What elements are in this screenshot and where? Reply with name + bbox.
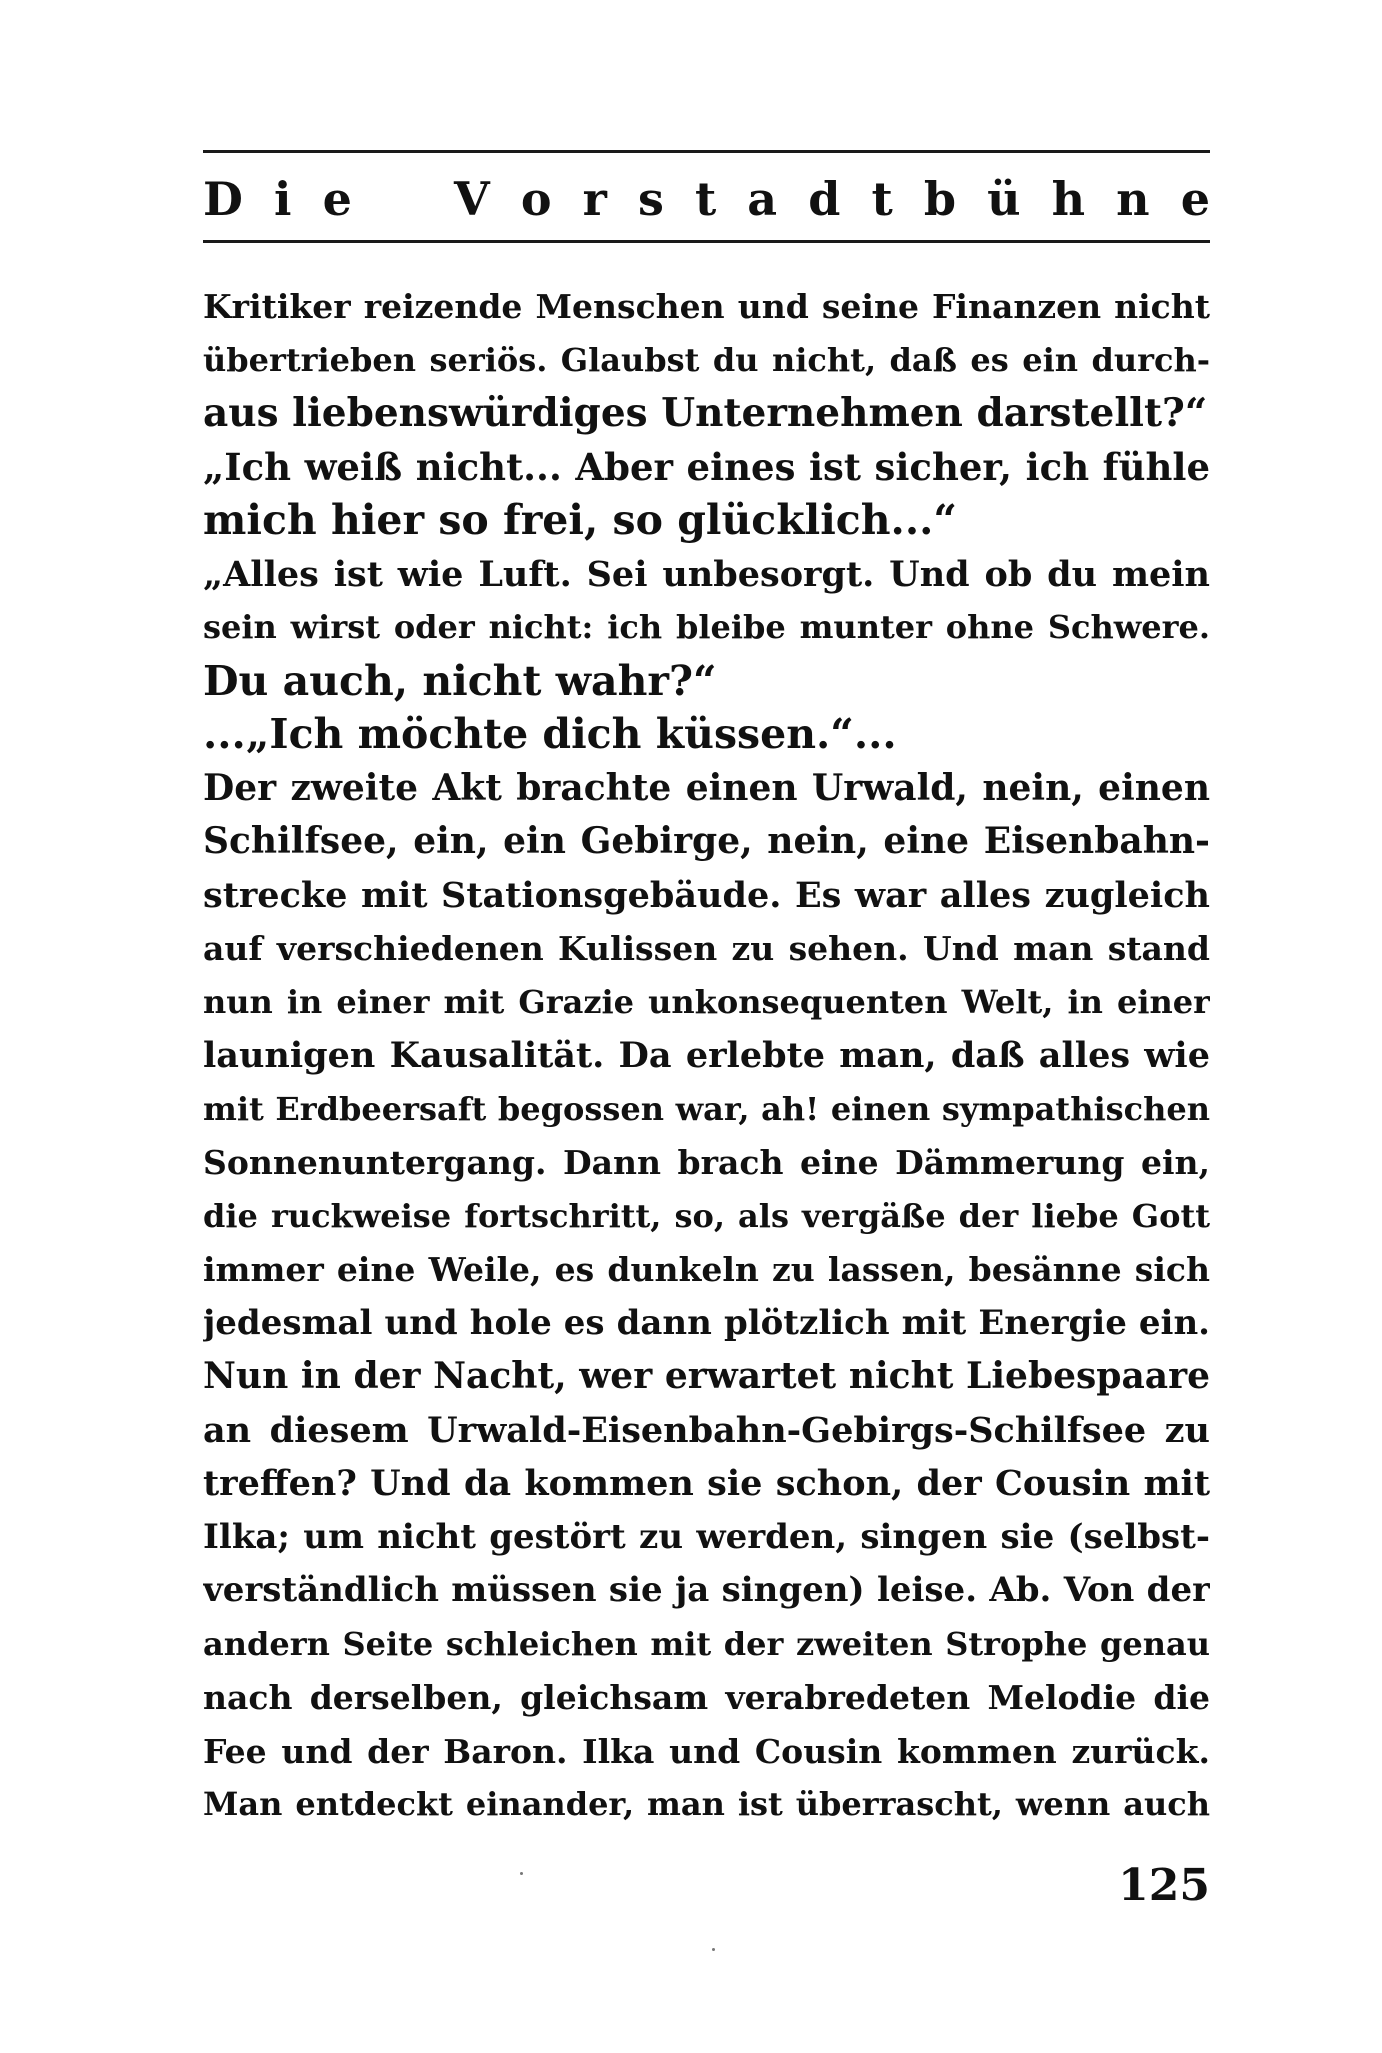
body-text — [203, 280, 1210, 1832]
header-rule-bottom — [203, 240, 1210, 243]
text-line: nun in einer mit Grazie unkonsequenten Welt, in einer — [203, 982, 1210, 1021]
text-line: Man entdeckt einander, man ist überrascht, wenn auch — [203, 1785, 1210, 1823]
text-line: Sonnenuntergang. Dann brach eine Dämmerung ein, — [203, 1143, 1210, 1182]
text-line: die ruckweise fortschritt, so, als vergäße der liebe Gott — [203, 1196, 1210, 1235]
running-head-letter: r — [582, 172, 607, 226]
header-rule-top — [203, 150, 1210, 153]
text-line: Kritiker reizende Menschen und seine Finanzen nicht — [203, 287, 1210, 326]
text-line: übertrieben seriös. Glaubst du nicht, daß es ein durch- — [203, 340, 1210, 379]
text-line: Nun in der Nacht, wer erwartet nicht Liebespaare — [203, 1355, 1210, 1397]
text-line: andern Seite schleichen mit der zweiten Strophe genau — [203, 1624, 1210, 1663]
text-line: „Alles ist wie Luft. Sei unbesorgt. Und ob du mein — [203, 553, 1210, 595]
text-line: Du auch, nicht wahr?“ — [203, 656, 717, 705]
text-line: ...„Ich möchte dich küssen.“... — [203, 710, 897, 758]
running-head-letter: s — [637, 172, 664, 226]
text-line: Ilka; um nicht gestört zu werden, singen sie (selbst- — [203, 1516, 1210, 1557]
text-line: treffen? Und da kommen sie schon, der Cousin mit — [203, 1463, 1210, 1504]
running-head-letter: o — [520, 172, 552, 226]
running-head-letter: h — [1051, 172, 1086, 226]
running-head-letter: e — [1180, 172, 1210, 226]
running-head-letter: b — [923, 172, 956, 226]
text-line: mit Erdbeersaft begossen war, ah! einen sympathischen — [203, 1089, 1210, 1128]
running-head-letter: ü — [987, 172, 1021, 226]
text-line: „Ich weiß nicht... Aber eines ist sicher, ich fühle — [203, 444, 1210, 489]
running-head — [203, 168, 1210, 230]
page-number: 125 — [1118, 1860, 1210, 1911]
paper-speck — [712, 1948, 715, 1951]
running-head-letter: i — [273, 172, 292, 226]
paper-speck — [520, 1872, 523, 1875]
text-line: Der zweite Akt brachte einen Urwald, nein, einen — [203, 766, 1210, 809]
text-line: mich hier so frei, so glücklich...“ — [203, 496, 957, 544]
text-line: nach derselben, gleichsam verabredeten Melodie die — [203, 1678, 1210, 1717]
text-line: auf verschiedenen Kulissen zu sehen. Und man stand — [203, 929, 1210, 968]
running-head-letter: n — [1116, 172, 1150, 226]
text-line: jedesmal und hole es dann plötzlich mit Energie ein. — [203, 1302, 1210, 1343]
text-line: Fee und der Baron. Ilka und Cousin kommen zurück. — [203, 1731, 1210, 1771]
text-line: verständlich müssen sie ja singen) leise. Ab. Von der — [203, 1570, 1210, 1610]
text-line: launigen Kausalität. Da erlebte man, daß alles wie — [203, 1035, 1210, 1076]
text-line: sein wirst oder nicht: ich bleibe munter ohne Schwere. — [203, 608, 1210, 646]
running-head-letter: d — [808, 172, 841, 226]
running-head-letter: D — [203, 172, 243, 226]
running-head-letter: e — [322, 172, 352, 226]
running-head-letter: a — [747, 172, 778, 226]
text-line: an diesem Urwald-Eisenbahn-Gebirgs-Schilfsee zu — [203, 1409, 1210, 1451]
running-head-letter: V — [454, 172, 490, 226]
running-head-letter: t — [694, 172, 717, 226]
text-line: strecke mit Stationsgebäude. Es war alles zugleich — [203, 874, 1210, 916]
running-head-letter: t — [871, 172, 893, 226]
text-line: aus liebenswürdiges Unternehmen darstellt?“ — [203, 390, 1208, 436]
text-line: Schilfsee, ein, ein Gebirge, nein, eine Eisenbahn- — [203, 820, 1210, 862]
text-line: immer eine Weile, es dunkeln zu lassen, besänne sich — [203, 1250, 1210, 1289]
